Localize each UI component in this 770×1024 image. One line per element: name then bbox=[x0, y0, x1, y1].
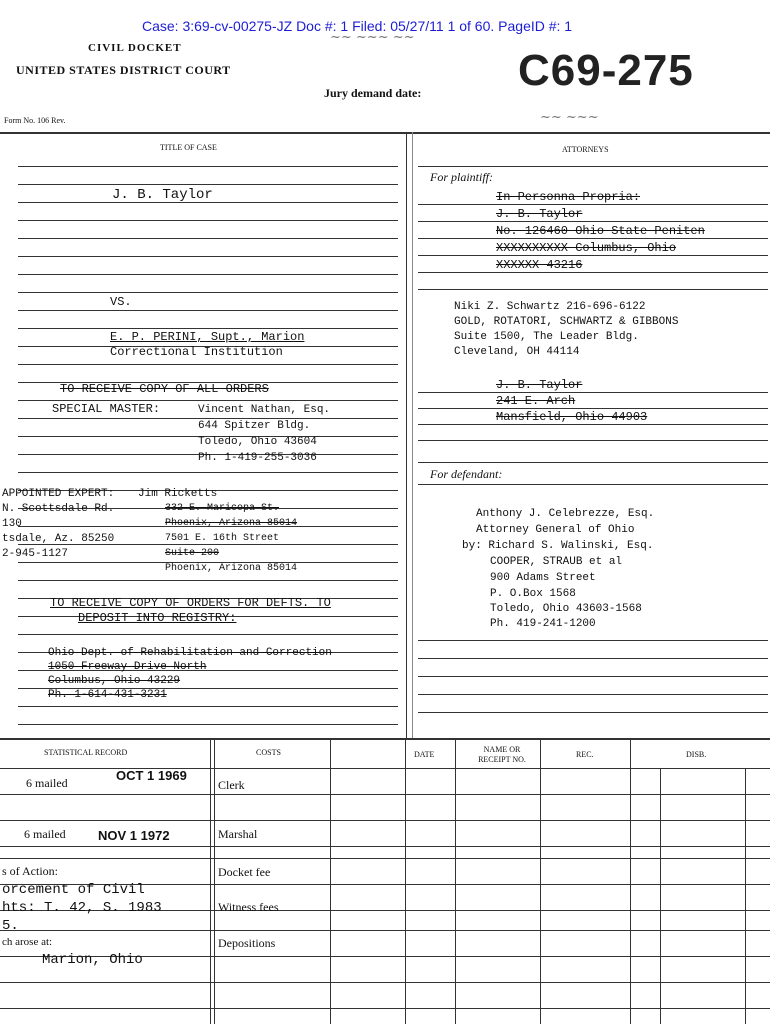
plaintiff-name: J. B. Taylor bbox=[112, 187, 213, 203]
plaintiff-attorney-line: XXXXXXXXXX Columbus, Ohio bbox=[496, 241, 677, 255]
costs-row-label: Marshal bbox=[218, 827, 258, 841]
filing-stamp: Case: 3:69-cv-00275-JZ Doc #: 1 Filed: 05/27/11 1 of 60. PageID #: 1 bbox=[142, 18, 573, 34]
expert-left-line: 2-945-1127 bbox=[2, 548, 69, 560]
stat-row-date: NOV 1 1972 bbox=[98, 828, 170, 843]
expert-right-line: Suite 200 bbox=[165, 548, 220, 559]
deposit-note: DEPOSIT INTO REGISTRY: bbox=[78, 611, 237, 625]
title-heading: TITLE OF CASE bbox=[160, 143, 217, 152]
special-master-line: 644 Spitzer Bldg. bbox=[198, 420, 311, 432]
arose-value: Marion, Ohio bbox=[42, 952, 143, 968]
receipt-heading: NAME OR RECEIPT NO. bbox=[478, 745, 526, 764]
vs-label: VS. bbox=[110, 295, 132, 309]
defendant-attorney-line: COOPER, STRAUB et al bbox=[490, 556, 623, 568]
special-master-line: Vincent Nathan, Esq. bbox=[198, 404, 331, 416]
date-heading: DATE bbox=[414, 750, 435, 759]
docket-label: CIVIL DOCKET bbox=[88, 42, 182, 54]
special-master-label: SPECIAL MASTER: bbox=[52, 402, 161, 416]
expert-right-line: 332 E. Maricopa St. bbox=[165, 503, 280, 514]
defendant-attorney-line: P. O.Box 1568 bbox=[490, 588, 576, 600]
special-master-line: Toledo, Ohio 43604 bbox=[198, 436, 317, 448]
taylor-line: 241 E. Arch bbox=[496, 394, 576, 408]
court-name: UNITED STATES DISTRICT COURT bbox=[16, 63, 231, 77]
cause-line: hts: T. 42, S. 1983 bbox=[2, 900, 162, 916]
special-master-line: Ph. 1-419-255-3036 bbox=[198, 452, 317, 464]
expert-left-line: 130 bbox=[2, 518, 22, 530]
plaintiff-attorney-line: XXXXXX 43216 bbox=[496, 258, 583, 272]
costs-row-label: Clerk bbox=[218, 778, 245, 792]
taylor-line: Mansfield, Ohio 44903 bbox=[496, 410, 648, 424]
cause-line: 5. bbox=[2, 918, 19, 934]
receive-orders-note: TO RECEIVE COPY OF ALL ORDERS bbox=[60, 382, 269, 396]
plaintiff-attorney-line: J. B. Taylor bbox=[496, 207, 583, 221]
counsel-line: Cleveland, OH 44114 bbox=[454, 346, 580, 358]
stat-row-label: 6 mailed bbox=[26, 776, 68, 790]
case-number: C69-275 bbox=[518, 46, 694, 95]
plaintiff-attorney-line: In Personna Propria: bbox=[496, 190, 641, 204]
costs-row-label: Docket fee bbox=[218, 865, 271, 879]
counsel-line: GOLD, ROTATORI, SCHWARTZ & GIBBONS bbox=[454, 316, 679, 328]
plaintiff-attorney-line: No. 126460 Ohio State Peniten bbox=[496, 224, 705, 238]
counsel-line: Suite 1500, The Leader Bldg. bbox=[454, 331, 639, 343]
defendant-line: Correctional Institution bbox=[110, 345, 283, 359]
handwriting-scribble: ~~ ~~~ bbox=[540, 110, 599, 125]
expert-name: Jim Ricketts bbox=[138, 488, 218, 500]
disb-heading: DISB. bbox=[686, 750, 707, 759]
receive-defts-note: TO RECEIVE COPY OF ORDERS FOR DEFTS. TO bbox=[50, 596, 331, 610]
costs-heading: COSTS bbox=[256, 748, 281, 757]
rec-heading: REC. bbox=[576, 750, 594, 759]
taylor-line: J. B. Taylor bbox=[496, 378, 583, 392]
expert-right-line: Phoenix, Arizona 85014 bbox=[165, 518, 298, 529]
defendant-line: E. P. PERINI, Supt., Marion bbox=[110, 330, 305, 344]
expert-right-line: 7501 E. 16th Street bbox=[165, 533, 280, 544]
for-defendant-label: For defendant: bbox=[430, 467, 503, 481]
handwriting-scribble: ~~ ~~~ ~~ bbox=[330, 30, 415, 45]
form-number: Form No. 106 Rev. bbox=[4, 116, 66, 125]
costs-row-label: Witness fees bbox=[218, 900, 279, 914]
expert-left-line: tsdale, Az. 85250 bbox=[2, 533, 115, 545]
defendant-attorney-line: Toledo, Ohio 43603-1568 bbox=[490, 603, 642, 615]
ohio-dept-line: Ohio Dept. of Rehabilitation and Correction bbox=[48, 647, 332, 659]
defendant-attorney-line: by: Richard S. Walinski, Esq. bbox=[462, 540, 654, 552]
jury-demand-label: Jury demand date: bbox=[324, 86, 422, 100]
counsel-line: Niki Z. Schwartz 216-696-6122 bbox=[454, 301, 646, 313]
cause-line: orcement of Civil bbox=[2, 882, 145, 898]
attorneys-heading: ATTORNEYS bbox=[562, 145, 609, 154]
stat-record-heading: STATISTICAL RECORD bbox=[44, 748, 128, 757]
for-plaintiff-label: For plaintiff: bbox=[430, 170, 493, 184]
ohio-dept-line: Columbus, Ohio 43229 bbox=[48, 675, 181, 687]
expert-left-line: N. Scottsdale Rd. bbox=[2, 503, 115, 515]
cause-label: s of Action: bbox=[2, 864, 58, 878]
expert-right-line: Phoenix, Arizona 85014 bbox=[165, 563, 298, 574]
ohio-dept-line: 1050 Freeway Drive North bbox=[48, 661, 207, 673]
stat-row-label: 6 mailed bbox=[24, 827, 66, 841]
defendant-attorney-line: 900 Adams Street bbox=[490, 572, 596, 584]
ohio-dept-line: Ph. 1-614-431-3231 bbox=[48, 689, 167, 701]
defendant-attorney-line: Anthony J. Celebrezze, Esq. bbox=[476, 508, 655, 520]
costs-row-label: Depositions bbox=[218, 936, 276, 950]
expert-label: APPOINTED EXPERT: bbox=[2, 488, 115, 500]
defendant-attorney-line: Ph. 419-241-1200 bbox=[490, 618, 596, 630]
stat-row-date: OCT 1 1969 bbox=[116, 768, 187, 783]
defendant-attorney-line: Attorney General of Ohio bbox=[476, 524, 635, 536]
arose-label: ch arose at: bbox=[2, 936, 53, 948]
